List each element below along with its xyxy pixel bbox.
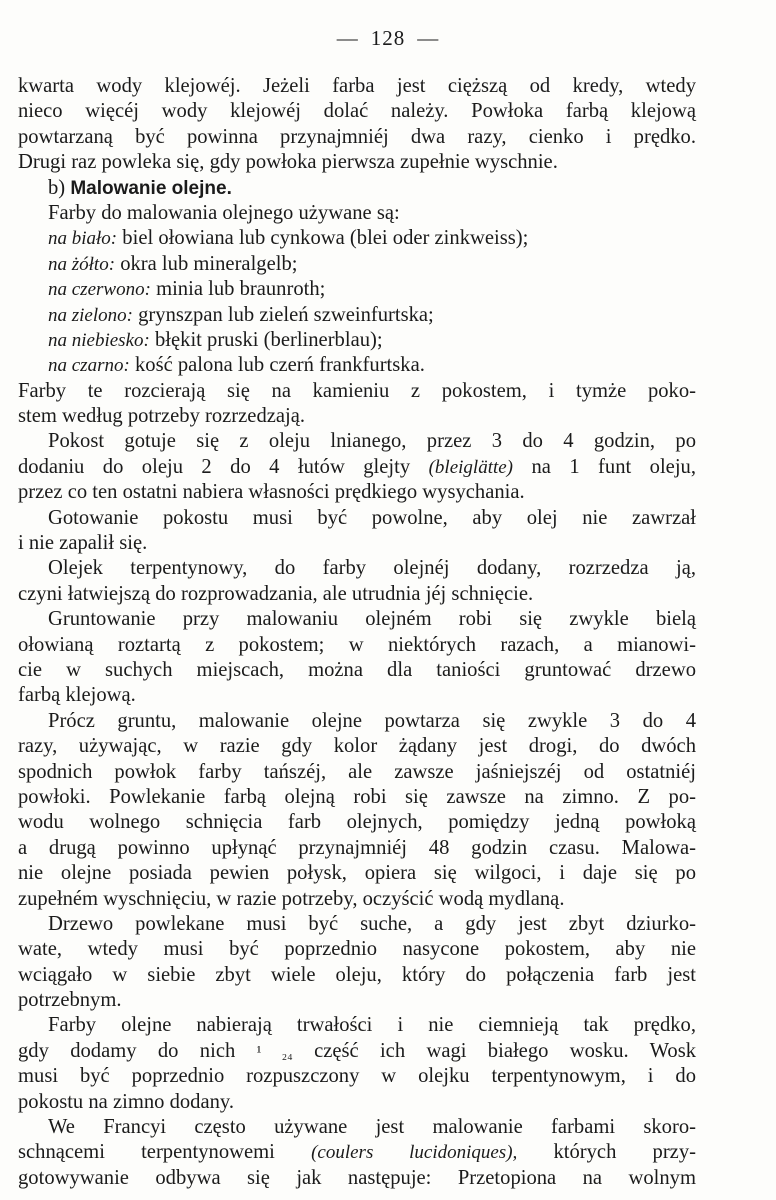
line-text: kwarta wody klejowéj. Jeżeli farba jest cięższą od kredy, wtedy bbox=[18, 75, 696, 97]
line-text: ołowianą roztartą z pokostem; w niektórych razach, a mianowi- bbox=[18, 633, 696, 656]
text-line bbox=[18, 176, 696, 201]
line-text: nie olejne posiada pewien połysk, opiera się wilgoci, i daje się po bbox=[18, 862, 696, 885]
section-letter: b) bbox=[48, 176, 66, 199]
line-text: okra lub mineralgelb; bbox=[120, 252, 298, 275]
text-line bbox=[18, 937, 696, 962]
line-text: minia lub braunroth; bbox=[156, 278, 326, 301]
text-line bbox=[18, 582, 696, 607]
text-line bbox=[18, 252, 696, 277]
line-text: farbą klejową. bbox=[18, 684, 136, 707]
text-line bbox=[18, 429, 696, 454]
text-line bbox=[18, 99, 696, 124]
text-line bbox=[18, 226, 696, 251]
text-line bbox=[18, 480, 696, 505]
text-line bbox=[18, 658, 696, 683]
line-text: musi być poprzednio rozpuszczony w olejku terpentynowym, i do bbox=[18, 1065, 696, 1088]
section-heading: Malowanie olejne. bbox=[70, 177, 232, 199]
text-line bbox=[18, 785, 696, 810]
line-text: i nie zapalił się. bbox=[18, 532, 148, 555]
line-text: Farby olejne nabierają trwałości i nie ciemnieją tak prędko, bbox=[48, 1014, 696, 1037]
line-text: spodnich powłok farby tańszéj, ale zawsze jaśniejszéj od ostatniéj bbox=[18, 760, 696, 783]
page-number-header bbox=[0, 26, 776, 51]
text-line bbox=[18, 531, 696, 556]
line-text: nieco więcéj wody klejowéj dolać należy. Powłoka farbą klejową bbox=[18, 100, 696, 123]
line-text: gdy dodamy do nich bbox=[18, 1039, 236, 1062]
line-text: Pokost gotuje się z oleju lnianego, przez 3 do 4 godzin, po bbox=[48, 430, 696, 453]
text-line bbox=[18, 709, 696, 734]
line-text: czyni łatwiejszą do rozprowadzania, ale utrudnia jéj schnięcie. bbox=[18, 582, 534, 605]
line-text: schnącemi terpentynowemi bbox=[18, 1141, 275, 1164]
text-line bbox=[18, 379, 696, 404]
line-text: biel ołowiana lub cynkowa (blei oder zinkweiss); bbox=[122, 227, 529, 250]
text-line bbox=[18, 1039, 696, 1064]
line-text: Farby do malowania olejnego używane są: bbox=[48, 201, 400, 224]
color-label: na niebiesko: bbox=[48, 329, 150, 351]
line-text: pokostu na zimno dodany. bbox=[18, 1090, 235, 1113]
text-line bbox=[18, 912, 696, 937]
text-line bbox=[18, 836, 696, 861]
line-text: wate, wtedy musi być poprzednio nasycone pokostem, aby nie bbox=[18, 938, 696, 961]
text-line bbox=[18, 633, 696, 658]
line-text: zupełném wyschnięciu, w razie potrzeby, oczyścić wodą mydlaną. bbox=[18, 887, 565, 910]
line-text: Gruntowanie przy malowaniu olejném robi się zwykle bielą bbox=[48, 608, 696, 631]
line-text: kość palona lub czerń frankfurtska. bbox=[134, 354, 425, 377]
text-line bbox=[18, 963, 696, 988]
line-text: stem według potrzeby rozrzedzają. bbox=[18, 405, 306, 428]
line-text: Olejek terpentynowy, do farby olejnéj dodany, rozrzedza ją, bbox=[48, 557, 696, 580]
line-text: razy, używając, w razie gdy kolor żądany jest drogi, do dwóch bbox=[18, 735, 696, 758]
color-label: na czerwono: bbox=[48, 279, 151, 301]
text-line bbox=[18, 607, 696, 632]
text-line bbox=[18, 1064, 696, 1089]
text-line bbox=[18, 810, 696, 835]
line-text-rest: część ich wagi białego wosku. Wosk bbox=[314, 1039, 697, 1062]
text-line bbox=[18, 760, 696, 785]
text-line bbox=[18, 1090, 696, 1115]
text-line bbox=[18, 150, 696, 175]
line-text: We Francyi często używane jest malowanie farbami skoro- bbox=[48, 1116, 696, 1139]
italic-term: (bleiglätte) bbox=[428, 456, 514, 478]
text-line bbox=[18, 556, 696, 581]
text-line bbox=[18, 861, 696, 886]
line-text: Prócz gruntu, malowanie olejne powtarza się zwykle 3 do 4 bbox=[48, 709, 696, 732]
text-line bbox=[18, 1166, 696, 1191]
page-number: 128 bbox=[370, 26, 406, 50]
text-line bbox=[18, 404, 696, 429]
fraction: ¹ ₂₄ bbox=[256, 1043, 293, 1061]
line-text: powłoki. Powlekanie farbą olejną robi się zawsze na zimno. Z po- bbox=[18, 785, 696, 808]
text-line bbox=[18, 506, 696, 531]
line-text: przez co ten ostatni nabiera własności prędkiego wysychania. bbox=[18, 481, 525, 504]
color-label: na czarno: bbox=[48, 355, 130, 377]
text-line bbox=[18, 328, 696, 353]
page-number-dash-right: — bbox=[417, 26, 440, 50]
line-text-rest: których przy- bbox=[553, 1141, 696, 1164]
color-label: na biało: bbox=[48, 228, 118, 250]
line-text: cie w suchych miejscach, można dla taniości gruntować drzewo bbox=[18, 658, 696, 681]
line-text: Drugi raz powleka się, gdy powłoka pierwsza zupełnie wyschnie. bbox=[18, 151, 558, 174]
color-label: na żółto: bbox=[48, 253, 116, 275]
line-text: wodu wolnego schnięcia farb olejnych, pomiędzy jedną powłoką bbox=[18, 811, 696, 834]
line-text: Drzewo powlekane musi być suche, a gdy jest zbyt dziurko- bbox=[48, 912, 696, 935]
line-text: Farby te rozcierają się na kamieniu z pokostem, i tymże poko- bbox=[18, 379, 696, 402]
text-line bbox=[18, 455, 696, 480]
text-line bbox=[18, 74, 696, 99]
text-line bbox=[18, 1013, 696, 1038]
line-text: potrzebnym. bbox=[18, 989, 122, 1012]
line-text: a drugą powinno upłynąć przynajmniéj 48 godzin czasu. Malowa- bbox=[18, 836, 696, 859]
text-line bbox=[18, 277, 696, 302]
text-line bbox=[18, 683, 696, 708]
line-text: grynszpan lub zieleń szweinfurtska; bbox=[138, 303, 434, 326]
line-text: dodaniu do oleju 2 do 4 łutów glejty bbox=[18, 455, 411, 478]
text-line bbox=[18, 1140, 696, 1165]
line-text: powtarzaną być powinna przynajmniéj dwa razy, cienko i prędko. bbox=[18, 125, 696, 148]
text-line bbox=[18, 303, 696, 328]
text-line bbox=[18, 734, 696, 759]
line-text: wciągało w siebie zbyt wiele oleju, który do połączenia farb jest bbox=[18, 963, 696, 986]
text-line bbox=[18, 353, 696, 378]
text-line bbox=[18, 125, 696, 150]
italic-term: (coulers lucidoniques), bbox=[311, 1142, 518, 1164]
text-line bbox=[18, 887, 696, 912]
line-text-rest: na 1 funt oleju, bbox=[531, 455, 696, 478]
line-text: Gotowanie pokostu musi być powolne, aby olej nie zawrzał bbox=[48, 506, 696, 529]
text-line bbox=[18, 988, 696, 1013]
line-text: gotowywanie odbywa się jak następuje: Przetopiona na wolnym bbox=[18, 1166, 696, 1189]
text-line bbox=[18, 1115, 696, 1140]
body-text bbox=[18, 74, 696, 1191]
line-text: błękit pruski (berlinerblau); bbox=[154, 328, 383, 351]
text-line bbox=[18, 201, 696, 226]
color-label: na zielono: bbox=[48, 304, 133, 326]
page-number-dash-left: — bbox=[336, 26, 359, 50]
